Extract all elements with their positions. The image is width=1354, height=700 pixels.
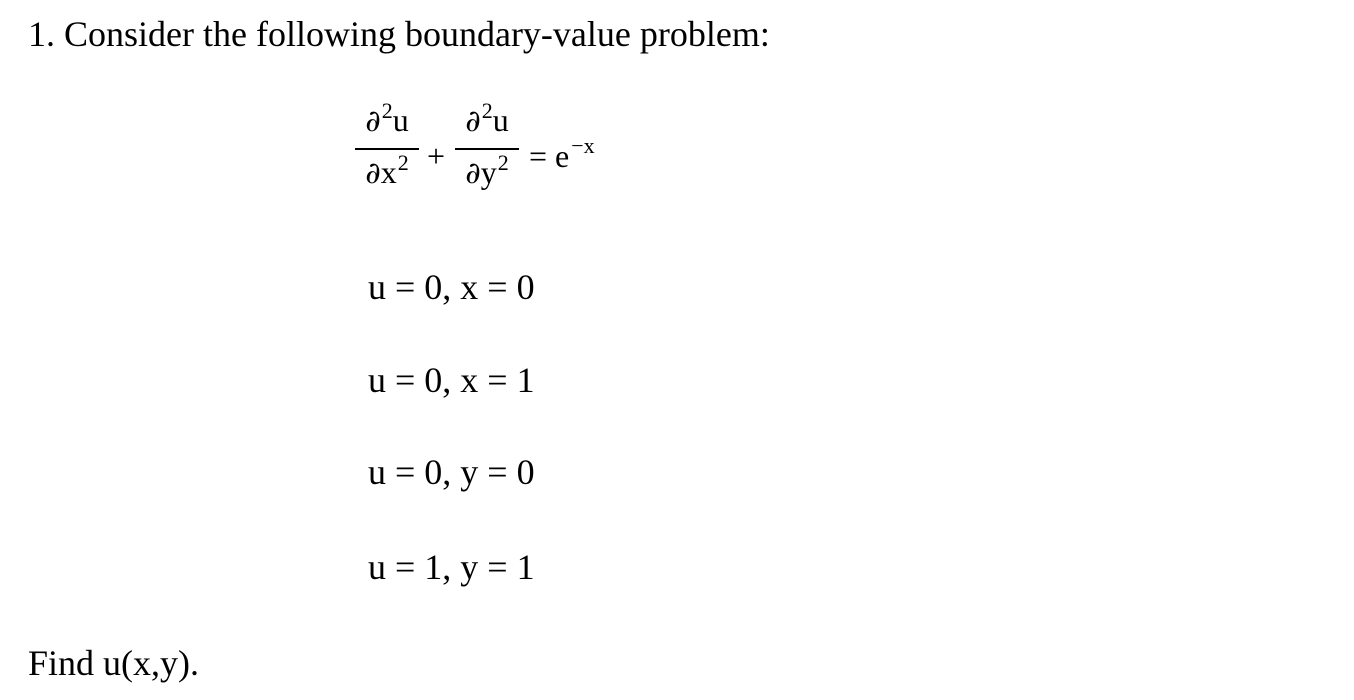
boundary-condition-4: u = 1, y = 1 [368, 547, 535, 587]
fraction-numerator [455, 98, 519, 140]
instruction-text: Find u(x,y). [28, 643, 199, 683]
power: 2 [481, 98, 493, 123]
variable: u [492, 102, 509, 138]
fraction-denominator [355, 150, 419, 192]
rhs-exponent: −x [571, 133, 595, 158]
boundary-condition-3: u = 0, y = 0 [368, 452, 535, 492]
partial-symbol: ∂ [365, 156, 381, 191]
boundary-condition-2: u = 0, x = 1 [368, 360, 535, 400]
rhs-base: e [555, 138, 570, 174]
power: 2 [497, 150, 509, 175]
variable: y [480, 154, 497, 190]
power: 2 [381, 98, 393, 123]
fraction-d2u-dy2 [455, 98, 519, 192]
fraction-numerator [355, 98, 419, 140]
partial-symbol: ∂ [365, 104, 381, 139]
equation-rhs [529, 133, 595, 176]
variable: u [392, 102, 409, 138]
variable: x [380, 154, 397, 190]
problem-title: 1. Consider the following boundary-value problem: [28, 14, 770, 54]
pde-equation [355, 100, 675, 220]
power: 2 [397, 150, 409, 175]
boundary-condition-1: u = 0, x = 0 [368, 267, 535, 307]
fraction-bar [355, 148, 419, 150]
plus-operator: + [427, 138, 446, 174]
fraction-d2u-dx2 [355, 98, 419, 192]
fraction-bar [455, 148, 519, 150]
partial-symbol: ∂ [465, 104, 481, 139]
partial-symbol: ∂ [465, 156, 481, 191]
fraction-denominator [455, 150, 519, 192]
equals-sign: = [529, 138, 548, 174]
